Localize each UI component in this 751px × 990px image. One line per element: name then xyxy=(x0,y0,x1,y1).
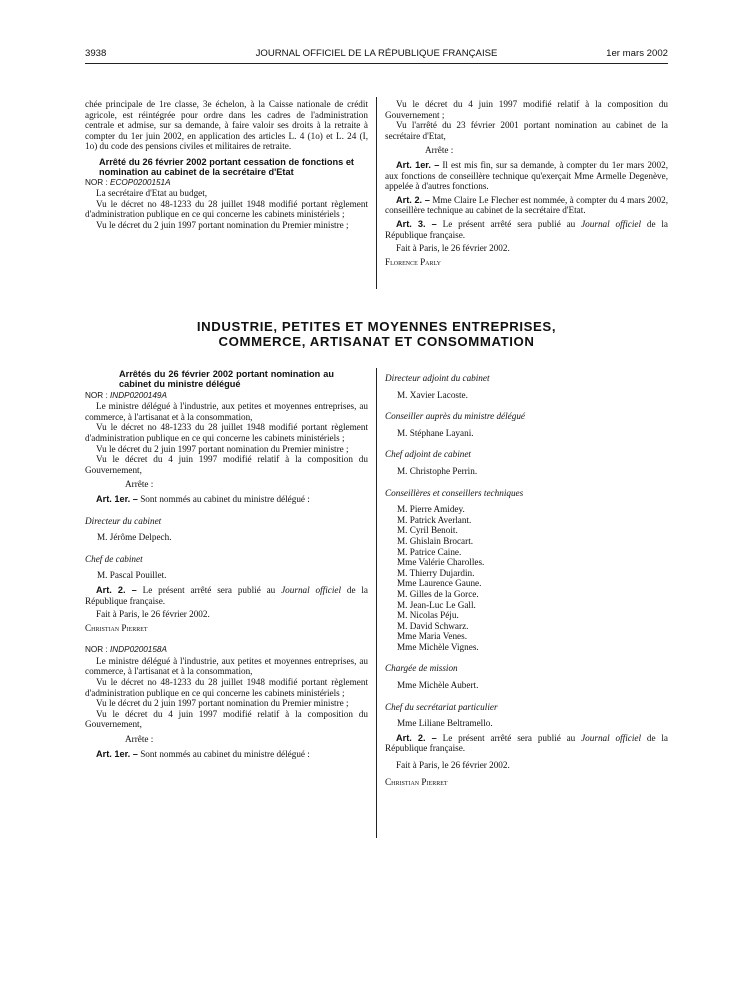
paragraph: Vu le décret no 48-1233 du 28 juillet 1948 modifié portant règlement d'administration publique en ce qui concerne les cabinets ministériels ; xyxy=(85,677,368,698)
page-number: 3938 xyxy=(85,48,107,59)
journal-name: Journal officiel xyxy=(581,218,642,229)
top-right-column xyxy=(385,99,668,267)
arrete-title-cessation: Arrêté du 26 février 2002 portant cessation de fonctions et nomination au cabinet de la secrétaire d'Etat xyxy=(99,156,354,177)
journal-name: Journal officiel xyxy=(581,732,642,743)
arrete-word: Arrête : xyxy=(425,145,454,156)
article-text: Il est mis fin, sur sa demande, à compter du 1er mars 2002, aux fonctions de conseillère technique qu'exerçait Mme Armelle Degenève, appelée à d'autres fonctions. xyxy=(385,159,668,192)
article-text: Le présent arrêté sera publié au xyxy=(436,218,582,229)
article-text: Mme Claire Le Flecher est nommée, à compter du 4 mars 2002, conseillère technique au cabinet de la secrétaire d'Etat. xyxy=(385,194,669,216)
paragraph: Le ministre délégué à l'industrie, aux petites et moyennes entreprises, au commerce, à l'artisanat et à la consommation, xyxy=(85,401,368,422)
article-text: Le présent arrêté sera publié au xyxy=(136,584,282,595)
nor-reference xyxy=(85,178,368,189)
appointee-name: M. Jérôme Delpech. xyxy=(97,532,172,543)
column-divider xyxy=(376,368,377,838)
article-label: Art. 1er. – xyxy=(96,748,138,759)
article-text: Sont nommés au cabinet du ministre délégué : xyxy=(137,493,310,504)
list-item: M. David Schwarz. xyxy=(397,620,469,631)
list-item: M. Jean-Luc Le Gall. xyxy=(397,599,476,610)
appointee-name: M. Stéphane Layani. xyxy=(397,427,474,438)
article-1 xyxy=(85,494,368,505)
conseillers-list xyxy=(385,504,668,652)
role-heading: Chef du secrétariat particulier xyxy=(385,701,498,712)
nor-label: NOR : xyxy=(85,390,108,400)
paragraph: Vu le décret du 4 juin 1997 modifié relatif à la composition du Gouvernement ; xyxy=(385,99,668,120)
appointee-name: M. Xavier Lacoste. xyxy=(397,389,468,400)
paragraph: Vu le décret no 48-1233 du 28 juillet 1948 modifié portant règlement d'administration publique en ce qui concerne les cabinets ministériels ; xyxy=(85,422,368,443)
article-text: de la République française. xyxy=(385,218,668,240)
column-divider xyxy=(376,97,377,289)
role-heading: Chef de cabinet xyxy=(85,553,143,564)
article-2 xyxy=(385,195,668,216)
section-heading-line: INDUSTRIE, PETITES ET MOYENNES ENTREPRISES, xyxy=(196,319,557,334)
list-item: M. Pierre Amidey. xyxy=(397,504,465,515)
article-1 xyxy=(385,160,668,192)
signature: Florence Parly xyxy=(385,256,441,267)
nor-reference xyxy=(85,391,368,402)
journal-name: Journal officiel xyxy=(281,584,342,595)
article-1 xyxy=(85,749,368,760)
article-2 xyxy=(385,733,668,754)
fait-line: Fait à Paris, le 26 février 2002. xyxy=(396,760,510,771)
list-item: M. Patrice Caine. xyxy=(397,546,462,557)
article-label: Art. 2. – xyxy=(96,584,137,595)
list-item: Mme Valérie Charolles. xyxy=(397,557,485,568)
role-heading: Directeur adjoint du cabinet xyxy=(385,373,490,383)
article-label: Art. 1er. – xyxy=(396,159,440,170)
role-heading: Chargée de mission xyxy=(385,663,458,674)
list-item: M. Gilles de la Gorce. xyxy=(397,588,479,599)
paragraph: Vu le décret du 4 juin 1997 modifié relatif à la composition du Gouvernement, xyxy=(85,454,368,475)
page-header xyxy=(85,49,668,64)
list-item: Mme Laurence Gaune. xyxy=(397,578,482,589)
list-item: M. Thierry Dujardin. xyxy=(397,567,475,578)
nor-code: INDP0200149A xyxy=(110,390,167,400)
paragraph: Vu l'arrêté du 23 février 2001 portant nomination au cabinet de la secrétaire d'Etat, xyxy=(385,120,668,141)
signature: Christian Pierret xyxy=(85,622,148,633)
article-label: Art. 2. – xyxy=(396,194,430,205)
bottom-left-column xyxy=(85,370,368,759)
role-heading: Directeur du cabinet xyxy=(85,515,162,526)
paragraph: La secrétaire d'Etat au budget, xyxy=(96,188,208,199)
appointee-name: Mme Liliane Beltramello. xyxy=(397,718,493,729)
list-item: M. Patrick Averlant. xyxy=(397,514,472,525)
section-heading-line: COMMERCE, ARTISANAT ET CONSOMMATION xyxy=(218,333,535,349)
top-left-column xyxy=(85,99,368,231)
journal-title: JOURNAL OFFICIEL DE LA RÉPUBLIQUE FRANÇAISE xyxy=(255,48,498,59)
arrete-word: Arrête : xyxy=(125,479,154,490)
nor-code: ECOP0200151A xyxy=(110,177,171,187)
paragraph: Vu le décret du 2 juin 1997 portant nomination du Premier ministre ; xyxy=(96,219,349,230)
paragraph: Le ministre délégué à l'industrie, aux petites et moyennes entreprises, au commerce, à l'artisanat et à la consommation, xyxy=(85,655,368,677)
role-heading: Conseillères et conseillers techniques xyxy=(385,487,524,498)
article-label: Art. 1er. – xyxy=(96,493,138,504)
fait-line: Fait à Paris, le 26 février 2002. xyxy=(96,609,210,620)
article-text: Le présent arrêté sera publié au xyxy=(436,732,582,743)
paragraph: Vu le décret no 48-1233 du 28 juillet 1948 modifié portant règlement d'administration publique en ce qui concerne les cabinets ministériels ; xyxy=(85,198,368,220)
signature: Christian Pierret xyxy=(385,776,448,787)
article-3 xyxy=(385,219,668,240)
article-text: de la République française. xyxy=(85,584,368,606)
article-2 xyxy=(85,585,368,606)
list-item: M. Ghislain Brocart. xyxy=(397,535,474,546)
paragraph: Vu le décret du 2 juin 1997 portant nomination du Premier ministre ; xyxy=(96,698,349,709)
nor-label: NOR : xyxy=(85,177,108,187)
appointee-name: Mme Michèle Aubert. xyxy=(397,680,479,691)
nor-label: NOR : xyxy=(85,645,108,655)
bottom-right-column xyxy=(385,362,668,787)
section-heading xyxy=(85,320,668,349)
article-text: de la République française. xyxy=(385,732,668,754)
list-item: M. Nicolas Péju. xyxy=(397,610,459,621)
arretes-title-nomination: Arrêtés du 26 février 2002 portant nomination au cabinet du ministre délégué xyxy=(119,369,334,389)
list-item: Mme Michèle Vignes. xyxy=(397,641,479,652)
nor-code: INDP0200158A xyxy=(110,645,167,655)
article-label: Art. 2. – xyxy=(396,732,437,743)
role-heading: Conseiller auprès du ministre délégué xyxy=(385,411,526,422)
continuation-text: chée principale de 1re classe, 3e échelon, à la Caisse nationale de crédit agricole, est réintégrée pour ordre dans les cadres de l'administration centrale et admise, sur sa demande, à faire valoir ses droits à la retraite à compter du 1er juin 2002, en application des articles L. 4 (1o) et L. 24 (I, 1o) du code des pensions civiles et militaires de retraite. xyxy=(85,99,368,152)
paragraph: Vu le décret du 2 juin 1997 portant nomination du Premier ministre ; xyxy=(96,443,349,454)
paragraph: Vu le décret du 4 juin 1997 modifié relatif à la composition du Gouvernement, xyxy=(85,708,368,730)
appointee-name: M. Christophe Perrin. xyxy=(397,465,478,476)
nor-reference xyxy=(85,645,368,656)
list-item: Mme Maria Venes. xyxy=(397,631,467,642)
appointee-name: M. Pascal Pouillet. xyxy=(97,570,167,581)
role-heading: Chef adjoint de cabinet xyxy=(385,449,471,460)
fait-line: Fait à Paris, le 26 février 2002. xyxy=(396,243,510,254)
article-label: Art. 3. – xyxy=(396,218,437,229)
list-item: M. Cyril Benoit. xyxy=(397,525,458,536)
article-text: Sont nommés au cabinet du ministre délégué : xyxy=(137,748,310,759)
issue-date: 1er mars 2002 xyxy=(606,48,668,59)
arrete-word: Arrête : xyxy=(125,734,154,745)
